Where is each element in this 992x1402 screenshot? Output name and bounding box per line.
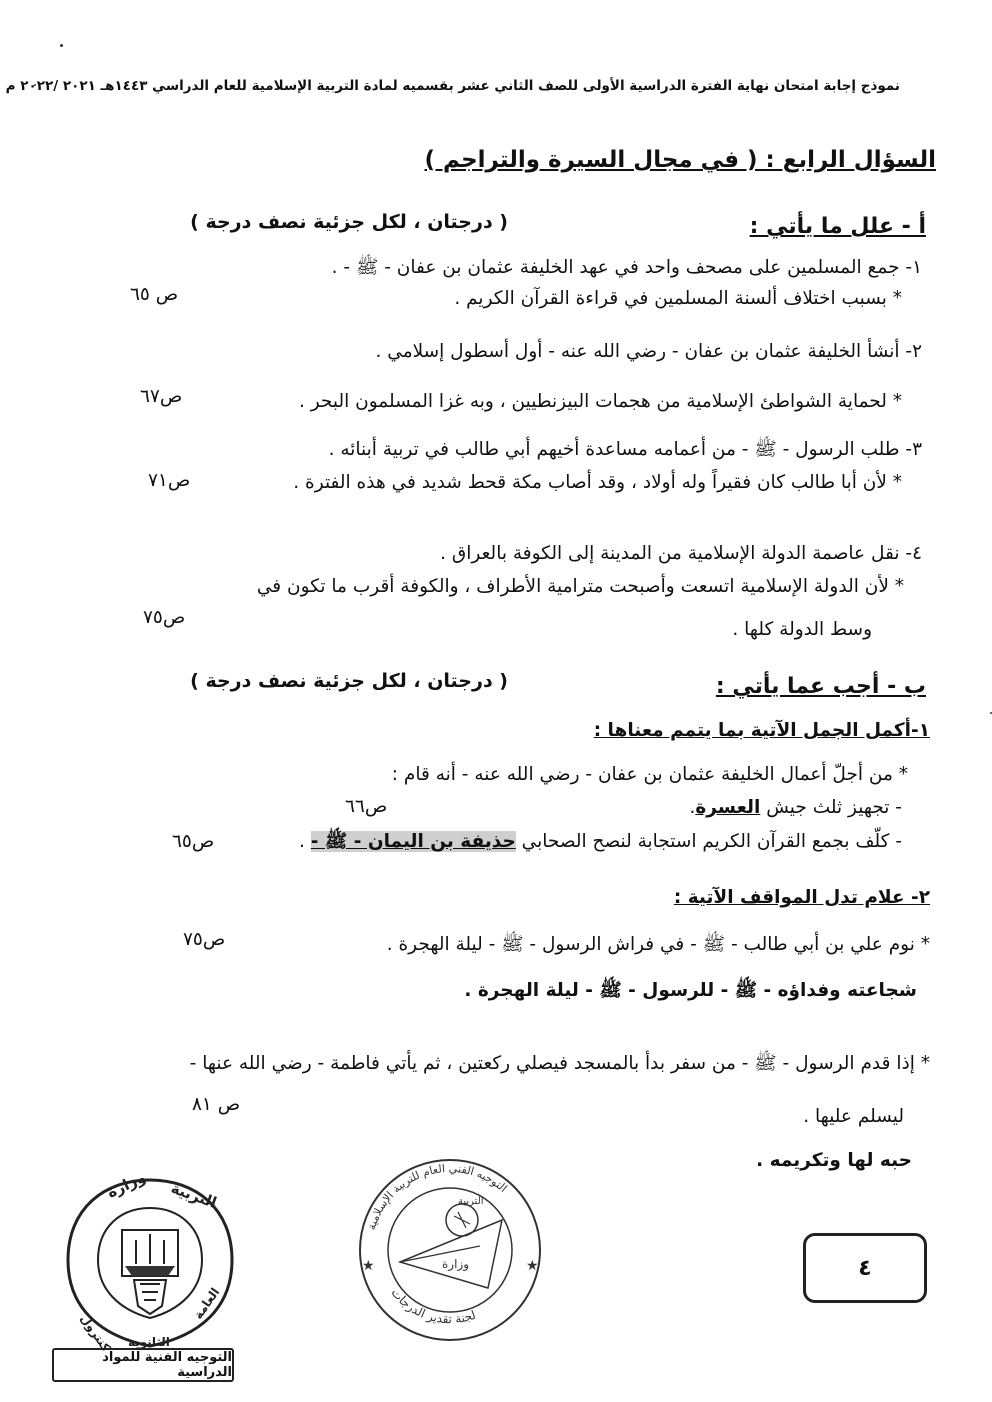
page-number-box: [803, 1233, 927, 1303]
part-1-line-2-prefix: - كلّف بجمع القرآن الكريم استجابة لنصح الصحابي: [521, 831, 902, 852]
section-a-grading: ( درجتان ، لكل جزئية نصف درجة ): [190, 211, 508, 233]
reason-1-statement: ١- جمع المسلمين على مصحف واحد في عهد الخليفة عثمان بن عفان - ﷺ - .: [331, 257, 922, 278]
reason-4-page-ref: ص٧٥: [143, 607, 186, 628]
part-1-line-1-prefix: - تجهيز ثلث جيش: [766, 797, 902, 818]
part-1-line-1: [689, 799, 902, 818]
section-a-title: أ - علل ما يأتي :: [749, 214, 926, 239]
reason-1-page-ref: ص ٦٥: [130, 284, 179, 305]
section-b-title: ب - أجب عما يأتي :: [715, 674, 926, 699]
part-1-line-1-answer: العسرة: [695, 797, 761, 818]
ministry-control-stamp: [50, 1168, 250, 1368]
svg-text:وزارة: وزارة: [104, 1168, 149, 1202]
part-2-item-1: * نوم علي بن أبي طالب - ﷺ - في فراش الرسول - ﷺ - ليلة الهجرة .: [386, 934, 930, 955]
reason-3-page-ref: ص٧١: [148, 470, 191, 491]
guidance-label-box: [52, 1348, 234, 1382]
part-2-item-2-page-ref: ص ٨١: [192, 1094, 241, 1115]
part-1-intro: * من أجلّ أعمال الخليفة عثمان بن عفان - رضي الله عنه - أنه قام :: [391, 764, 908, 785]
page-number: ٤: [858, 1255, 872, 1281]
scan-speck: [60, 44, 63, 47]
part-2-item-1-answer: شجاعته وفداؤه - ﷺ - للرسول - ﷺ - ليلة الهجرة .: [464, 980, 917, 1001]
part-1-title: ١-أكمل الجمل الآتية بما يتمم معناها :: [593, 720, 930, 741]
part-1-line-1-suffix: .: [689, 797, 696, 818]
part-1-line-2-answer: حذيفة بن اليمان - ﷺ -: [310, 831, 516, 852]
part-1-line-2-page-ref: ص٦٥: [172, 831, 215, 852]
svg-text:التربية: التربية: [168, 1178, 220, 1212]
svg-text:التربية: التربية: [458, 1196, 484, 1207]
svg-text:وزارة: وزارة: [442, 1257, 470, 1271]
part-2-item-2-line2: ليسلم عليها .: [803, 1106, 904, 1127]
reason-4-answer-line1: * لأن الدولة الإسلامية اتسعت وأصبحت مترامية الأطراف ، والكوفة أقرب ما تكون في: [256, 576, 904, 597]
reason-2-page-ref: ص٦٧: [140, 386, 183, 407]
part-1-line-2-suffix: .: [299, 831, 305, 852]
reason-3-answer: * لأن أبا طالب كان فقيراً وله أولاد ، وقد أصاب مكة قحط شديد في هذه الفترة .: [293, 472, 902, 493]
svg-text:★: ★: [362, 1258, 375, 1274]
reason-1-answer: * بسبب اختلاف ألسنة المسلمين في قراءة القرآن الكريم .: [454, 288, 902, 309]
document-header: نموذج إجابة امتحان نهاية الفترة الدراسية الأولى للصف الثاني عشر بقسميه لمادة التربية الإسلامية للعام الدراسي ١٤٤٣هـ ٢٠٢١ /٢٠٢٢ م: [5, 78, 900, 94]
part-2-item-2-answer: حبه لها وتكريمه .: [756, 1150, 912, 1171]
reason-3-statement: ٣- طلب الرسول - ﷺ - من أعمامه مساعدة أخيهم أبي طالب في تربية أبنائه .: [328, 439, 922, 460]
reason-2-statement: ٢- أنشأ الخليفة عثمان بن عفان - رضي الله عنه - أول أسطول إسلامي .: [375, 341, 922, 362]
part-1-line-2: [299, 833, 902, 852]
section-b-grading: ( درجتان ، لكل جزئية نصف درجة ): [190, 670, 508, 692]
grading-committee-seal: [350, 1150, 550, 1350]
svg-text:لجنة تقدير الدرجات: لجنة تقدير الدرجات: [388, 1285, 478, 1327]
svg-text:الثانوية: الثانوية: [128, 1335, 170, 1349]
svg-text:كنترول: كنترول: [77, 1311, 114, 1355]
guidance-label: التوجيه الفنية للمواد الدراسية: [102, 1350, 232, 1380]
reason-4-statement: ٤- نقل عاصمة الدولة الإسلامية من المدينة إلى الكوفة بالعراق .: [440, 543, 922, 564]
svg-text:العامة: العامة: [190, 1285, 223, 1322]
reason-2-answer: * لحماية الشواطئ الإسلامية من هجمات البيزنطيين ، وبه غزا المسلمون البحر .: [298, 391, 902, 412]
question-title: السؤال الرابع : ( في مجال السيرة والتراجم ): [424, 147, 936, 173]
part-2-item-2-line1: * إذا قدم الرسول - ﷺ - من سفر بدأ بالمسجد فيصلي ركعتين ، ثم يأتي فاطمة - رضي الله عنها -: [189, 1053, 930, 1074]
svg-text:التوجيه الفني العام للتربية ال: التوجيه الفني العام للتربية الإسلامية: [364, 1161, 510, 1232]
part-2-title: ٢- علام تدل المواقف الآتية :: [673, 887, 930, 908]
part-1-line-1-page-ref: ص٦٦: [345, 796, 388, 817]
reason-4-answer-line2: وسط الدولة كلها .: [732, 619, 872, 640]
part-2-item-1-page-ref: ص٧٥: [183, 929, 226, 950]
svg-text:★: ★: [526, 1258, 539, 1274]
